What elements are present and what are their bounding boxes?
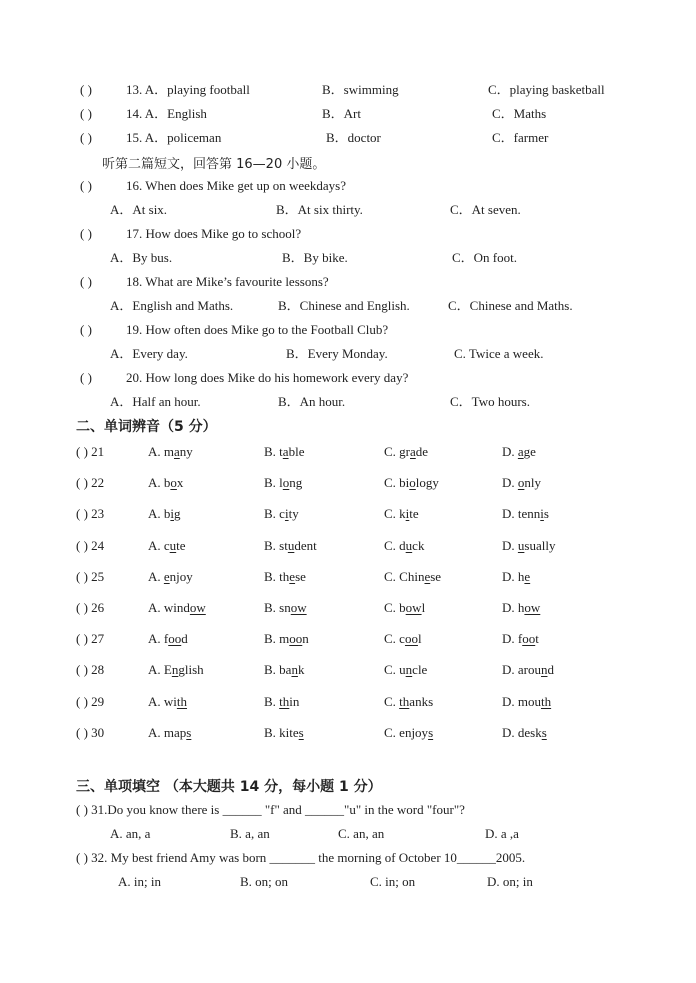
- underlined-letters: s: [541, 725, 547, 740]
- underlined-letters: e: [524, 569, 531, 584]
- question-number[interactable]: ( ) 26: [76, 600, 105, 615]
- option-c: C. enjoys: [384, 725, 434, 740]
- underlined-letters: u: [517, 538, 525, 553]
- answer-paren[interactable]: ( ): [80, 274, 92, 289]
- question-stem: 15. A．policeman: [126, 130, 222, 145]
- option-a: A. English: [148, 662, 204, 677]
- option-d: D. usually: [502, 538, 556, 553]
- option-b: B．An hour.: [278, 394, 346, 409]
- option-b: B．Chinese and English.: [278, 298, 410, 313]
- underlined-letters: s: [298, 725, 304, 740]
- answer-paren[interactable]: ( ): [80, 106, 92, 121]
- option-c: C．playing basketball: [488, 82, 605, 97]
- answer-paren[interactable]: ( ): [80, 82, 92, 97]
- question-stem: 17. How does Mike go to school?: [126, 226, 302, 241]
- underlined-letters: o: [282, 475, 290, 490]
- underlined-letters: o: [170, 475, 177, 490]
- option-d: D. desks: [502, 725, 547, 740]
- underlined-letters: th: [399, 694, 410, 709]
- question-number[interactable]: ( ) 28: [76, 662, 105, 677]
- option-c: C. an, an: [338, 826, 385, 841]
- option-d: D. foot: [502, 631, 539, 646]
- option-c: C．Maths: [492, 106, 547, 121]
- option-b: B. snow: [264, 600, 307, 615]
- option-b: B. student: [264, 538, 317, 553]
- option-c: C．On foot.: [452, 250, 518, 265]
- option-a: A. box: [148, 475, 184, 490]
- underlined-letters: a: [410, 444, 416, 459]
- underlined-letters: n: [405, 662, 413, 677]
- option-b: B. on; on: [240, 874, 289, 889]
- option-c: C. uncle: [384, 662, 428, 677]
- question-number[interactable]: ( ) 24: [76, 538, 105, 553]
- option-a: A. maps: [148, 725, 192, 740]
- underlined-letters: a: [282, 444, 289, 459]
- question-number[interactable]: ( ) 21: [76, 444, 105, 459]
- question-stem: ( ) 32. My best friend Amy was born _______ the morning of October 10______2005.: [76, 850, 526, 865]
- option-b: B. a, an: [230, 826, 270, 841]
- underlined-letters: th: [176, 694, 188, 709]
- underlined-letters: n: [171, 662, 179, 677]
- option-a: A．Half an hour.: [110, 394, 201, 409]
- answer-paren[interactable]: ( ): [80, 322, 92, 337]
- option-c: C. grade: [384, 444, 429, 459]
- option-b: B．doctor: [326, 130, 381, 145]
- underlined-letters: n: [291, 662, 298, 677]
- option-b: B．At six thirty.: [276, 202, 363, 217]
- underlined-letters: i: [284, 506, 289, 521]
- underlined-letters: ow: [290, 600, 307, 615]
- underlined-letters: i: [405, 506, 410, 521]
- option-a: A. in; in: [118, 874, 161, 889]
- underlined-letters: s: [186, 725, 192, 740]
- option-c: C. biology: [384, 475, 439, 490]
- underlined-letters: ow: [189, 600, 206, 615]
- option-c: C. cool: [384, 631, 422, 646]
- option-a: A. an, a: [110, 826, 151, 841]
- option-a: A. with: [148, 694, 188, 709]
- option-d: D. on; in: [487, 874, 533, 889]
- option-c: C．Two hours.: [450, 394, 530, 409]
- option-a: A. enjoy: [148, 569, 193, 584]
- option-b: B. these: [264, 569, 306, 584]
- question-stem: 18. What are Mike’s favourite lessons?: [126, 274, 329, 289]
- option-b: B. city: [264, 506, 299, 521]
- option-d: D. he: [502, 569, 531, 584]
- question-number[interactable]: ( ) 22: [76, 475, 105, 490]
- answer-paren[interactable]: ( ): [80, 130, 92, 145]
- question-number[interactable]: ( ) 30: [76, 725, 105, 740]
- option-d: D. how: [502, 600, 541, 615]
- section-title-single-choice: 三、单项填空 （本大题共 14 分，每小题 1 分）: [76, 779, 382, 795]
- question-stem: 16. When does Mike get up on weekdays?: [126, 178, 346, 193]
- question-stem: ( ) 31.Do you know there is ______ "f" and ______"u" in the word "four"?: [76, 802, 465, 817]
- question-number[interactable]: ( ) 23: [76, 506, 105, 521]
- underlined-letters: oo: [404, 631, 418, 646]
- option-b: B. bank: [264, 662, 305, 677]
- answer-paren[interactable]: ( ): [80, 178, 92, 193]
- underlined-letters: a: [174, 444, 180, 459]
- underlined-letters: s: [428, 725, 434, 740]
- underlined-letters: a: [517, 444, 524, 459]
- underlined-letters: ow: [524, 600, 541, 615]
- option-a: A. cute: [148, 538, 186, 553]
- question-stem: 19. How often does Mike go to the Football Club?: [126, 322, 389, 337]
- option-a: A. many: [148, 444, 193, 459]
- option-d: D. mouth: [502, 694, 552, 709]
- option-c: C．Chinese and Maths.: [448, 298, 573, 313]
- underlined-letters: i: [540, 506, 544, 521]
- underlined-letters: e: [163, 569, 170, 584]
- underlined-letters: o: [409, 475, 416, 490]
- option-b: B．Art: [322, 106, 362, 121]
- option-b: B．Every Monday.: [286, 346, 388, 361]
- option-d: D. age: [502, 444, 536, 459]
- option-c: C. bowl: [384, 600, 426, 615]
- underlined-letters: u: [169, 538, 177, 553]
- question-stem: 20. How long does Mike do his homework every day?: [126, 370, 409, 385]
- option-a: A. window: [148, 600, 206, 615]
- option-b: B. table: [264, 444, 305, 459]
- option-d: D. only: [502, 475, 542, 490]
- question-stem: 13. A．playing football: [126, 82, 250, 97]
- question-number[interactable]: ( ) 27: [76, 631, 105, 646]
- option-d: D. tennis: [502, 506, 549, 521]
- underlined-letters: u: [405, 538, 413, 553]
- option-c: C．At seven.: [450, 202, 521, 217]
- option-a: A．At six.: [110, 202, 168, 217]
- underlined-letters: th: [541, 694, 552, 709]
- question-number[interactable]: ( ) 29: [76, 694, 105, 709]
- underlined-letters: i: [170, 506, 175, 521]
- option-b: B. thin: [264, 694, 300, 709]
- section-title-phonics: 二、单词辨音（5 分）: [76, 419, 217, 435]
- option-b: B. kites: [264, 725, 304, 740]
- option-b: B．By bike.: [282, 250, 348, 265]
- option-c: C．farmer: [492, 130, 549, 145]
- option-c: C. duck: [384, 538, 425, 553]
- underlined-letters: oo: [289, 631, 303, 646]
- listening-instruction: 听第二篇短文，回答第 16—20 小题。: [102, 157, 326, 172]
- question-stem: 14. A．English: [126, 106, 207, 121]
- underlined-letters: n: [541, 662, 548, 677]
- underlined-letters: u: [287, 538, 295, 553]
- option-a: A．By bus.: [110, 250, 173, 265]
- option-d: D. around: [502, 662, 554, 677]
- option-a: A．Every day.: [110, 346, 188, 361]
- option-c: C. kite: [384, 506, 419, 521]
- option-a: A．English and Maths.: [110, 298, 234, 313]
- underlined-letters: o: [517, 475, 525, 490]
- underlined-letters: oo: [522, 631, 536, 646]
- underlined-letters: e: [424, 569, 431, 584]
- question-number[interactable]: ( ) 25: [76, 569, 105, 584]
- option-c: C. Twice a week.: [454, 346, 544, 361]
- option-a: A. food: [148, 631, 188, 646]
- option-b: B．swimming: [322, 82, 399, 97]
- underlined-letters: ow: [405, 600, 422, 615]
- option-b: B. moon: [264, 631, 309, 646]
- option-a: A. big: [148, 506, 181, 521]
- underlined-letters: oo: [168, 631, 182, 646]
- answer-paren[interactable]: ( ): [80, 370, 92, 385]
- underlined-letters: th: [279, 694, 290, 709]
- option-c: C. Chinese: [384, 569, 442, 584]
- option-b: B. long: [264, 475, 303, 490]
- option-c: C. in; on: [370, 874, 416, 889]
- option-d: D. a ,a: [485, 826, 519, 841]
- option-c: C. thanks: [384, 694, 434, 709]
- answer-paren[interactable]: ( ): [80, 226, 92, 241]
- underlined-letters: e: [289, 569, 296, 584]
